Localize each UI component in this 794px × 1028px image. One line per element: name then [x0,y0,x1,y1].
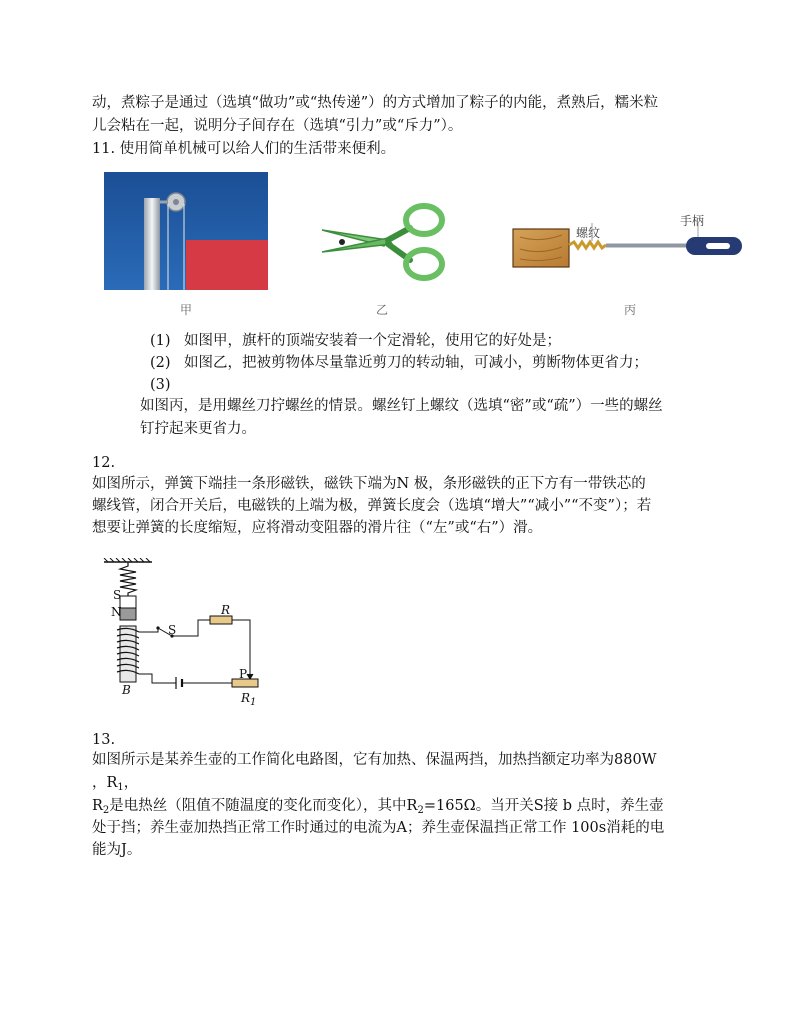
q13-line-2-sub: 1 [117,782,124,793]
q13-line-1: 如图所示是某养生壶的工作简化电路图，它有加热、保温两挡，加热挡额定功率为880W [92,752,657,768]
q13-line-4: 处于挡；养生壶加热挡正常工作时通过的电流为A；养生壶保温挡正常工作 100s消耗的电 [92,820,665,836]
screwdriver-figure [510,205,750,275]
rheostat-label [241,688,256,713]
q13-line-5: 能为J。 [92,842,142,858]
screw-thread-label: 螺纹 [576,226,601,240]
q10-line-2: 儿会粘在一起，说明分子间存在（选填“引力”或“斥力”）。 [92,118,463,134]
rheostat-label-subscript: 1 [250,697,257,708]
q13-line-3-sub2: 2 [417,805,424,816]
q11-item-1-number: (1) [150,333,171,349]
scissors-figure [318,200,448,282]
resistor-label: R [221,603,231,617]
q12-line-1: 如图所示，弹簧下端挂一条形磁铁，磁铁下端为N 极，条形磁铁的正下方有一带铁芯的 [92,476,646,492]
flagpole-figure [104,172,268,290]
q11-item-2: 如图乙，把被剪物体尽量靠近剪刀的转动轴，可减小，剪断物体更省力； [184,355,648,371]
q13-line-2-a: ，R [92,775,118,791]
q11-item-1: 如图甲，旗杆的顶端安装着一个定滑轮，使用它的好处是； [184,333,561,349]
figure-label-bing: 丙 [624,303,637,317]
q13-line-2 [92,773,138,798]
q10-line-1: 动，煮粽子是通过（选填“做功”或“热传递”）的方式增加了粽子的内能，煮熟后，糯米粒 [92,95,659,111]
rheostat-label-text: R [241,691,251,705]
magnet-south-label: S [113,588,122,602]
solenoid-end-label: B [122,683,131,697]
q11-item-3-line-1: 如图丙，是用螺丝刀拧螺丝的情景。螺丝钉上螺纹（选填“密”或“疏”）一些的螺丝 [140,398,663,414]
q11-item-3-number: (3) [150,377,171,393]
q12-line-2: 螺线管，闭合开关后，电磁铁的上端为极，弹簧长度会（选填“增大”“减小”“不变”）；若 [92,498,652,514]
figure-label-jia: 甲 [180,303,193,317]
q11-item-3-line-2: 钉拧起来更省力。 [140,421,256,437]
q11-item-2-number: (2) [150,355,171,371]
handle-label: 手柄 [680,214,705,228]
q13-line-3-b: 是电热丝（阻值不随温度的变化而变化），其中R [109,798,418,814]
q12-line-3: 想要让弹簧的长度缩短，应将滑动变阻器的滑片往（“左”或“右”）滑。 [92,520,543,536]
q12-number: 12. [92,455,116,471]
q13-line-3-sub: 2 [102,805,110,816]
magnet-north-label: N [111,605,122,619]
q13-line-3-a: R [92,798,103,814]
switch-label: S [168,623,177,637]
q11-stem: 11. 使用简单机械可以给人们的生活带来便利。 [92,141,396,157]
slider-label: P [239,667,248,681]
q13-line-3-c: =165Ω。当开关S接 b 点时，养生壶 [423,798,664,814]
q13-line-2-b: ， [123,775,139,791]
q13-number: 13. [92,732,116,748]
figure-label-yi: 乙 [376,303,389,317]
